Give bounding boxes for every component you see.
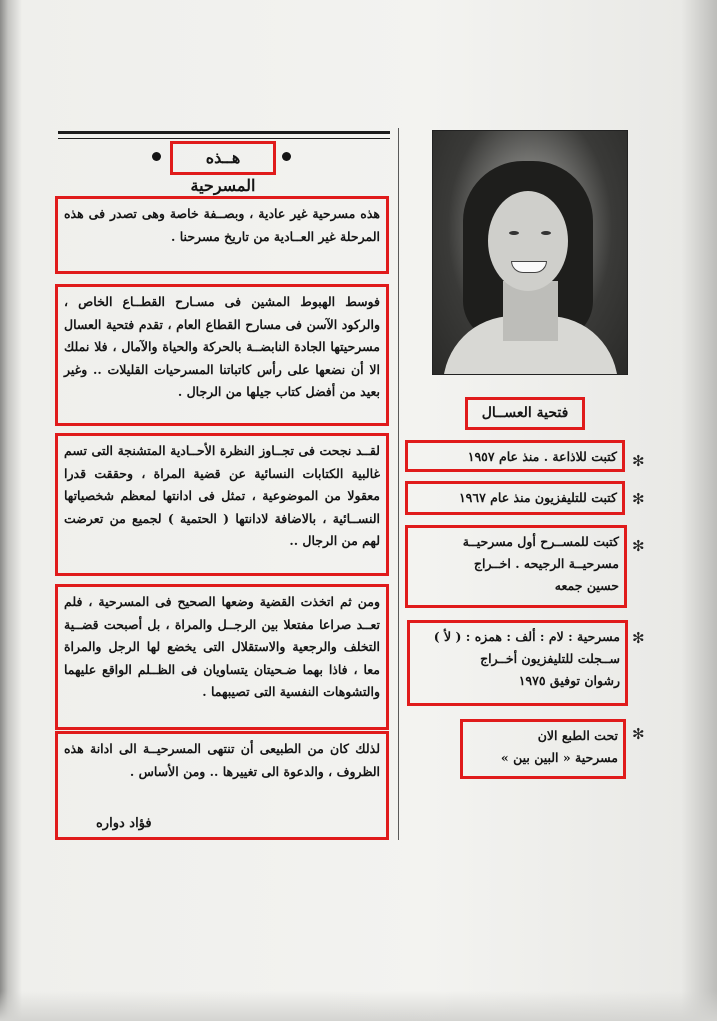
heading-bullet-left: [152, 152, 161, 161]
paragraph-1: هذه مسرحية غير عادية ، وبصــفة خاصة وهى تصدر فى هذه المرحلة غير العــادية من تاريخ مسرحنا .: [55, 196, 389, 274]
fact-4-line-2: ســجلت للتليفزيون أخــراج: [480, 651, 620, 666]
author-portrait-photo: [432, 130, 628, 375]
fact-2: [405, 481, 625, 515]
paragraph-5-text: لذلك كان من الطبيعى أن تنتهى المسرحيــة الى ادانة هذه الظروف ، والدعوة الى تغييرها .. ومن الأساس .: [64, 741, 380, 779]
author-signature: فؤاد دواره: [96, 816, 152, 831]
fact-2-line-1: كتبت للتليفزيون منذ عام ١٩٦٧: [458, 490, 617, 505]
fact-1-line-1: كتبت للاذاعة . منذ عام ١٩٥٧: [467, 449, 617, 464]
fact-5: [460, 719, 626, 779]
fact-5-line-1: تحت الطبع الان: [537, 728, 618, 743]
portrait-eye-left: [509, 231, 519, 235]
fact-1: [405, 440, 625, 472]
fact-3-line-2: مسرحيــة الرجيحه . اخــراج: [473, 556, 619, 571]
star-bullet-2: ✻: [632, 490, 645, 508]
fact-3: [405, 525, 627, 608]
fact-4: [407, 620, 628, 706]
fact-3-line-1: كتبت للمســرح أول مسرحيــة: [462, 534, 619, 549]
star-bullet-3: ✻: [632, 537, 645, 555]
star-bullet-5: ✻: [632, 725, 645, 743]
paragraph-4: ومن ثم اتخذت القضية وضعها الصحيح فى المسرحية ، فلم تعــد صراعا مفتعلا بين الرجــل والمراة ، بل أصبحت قضــية التخلف والرجعية والاستقلال التى يخضع لها الرجل والمراة معا ، فاذا بهما ضـحيتان يتساويان فى الظــلم الواقع عليهما والتشوهات النفسية التى تصيبهما .: [55, 584, 389, 730]
paragraph-3: لقــد نجحت فى تجــاوز النظرة الأحــادية المتشنجة التى تسم غالبية الكتابات النسائية عن قضية المراة ، وحققت قدرا معقولا من الموضوعية ، تمثل فى ادانتها لمعظم شخصياتها النســائية ، بالاضافة لادانتها ( الحتمية ) لجميع من تعرضت لهم من الرجال ..: [55, 433, 389, 576]
portrait-face: [488, 191, 568, 291]
star-bullet-1: ✻: [632, 452, 645, 470]
fact-4-line-3: رشوان توفيق ١٩٧٥: [518, 673, 620, 688]
article-heading: هــذه المسرحية: [170, 141, 276, 175]
paragraph-2: فوسط الهبوط المشين فى مسـارح القطــاع الخاص ، والركود الآسن فى مسارح القطاع العام ، تقدم فتحية العسال مسرحيتها الجادة النابضــة بالحركة والحياة والآمال ، فلا نملك الا أن نضعها على رأس كاتباتنا المسرحيات القليلات .. وغير بعيد من أفضل كتاب جيلها من الرجال .: [55, 284, 389, 426]
column-divider: [398, 128, 399, 840]
portrait-eye-right: [541, 231, 551, 235]
star-bullet-4: ✻: [632, 629, 645, 647]
fact-3-line-3: حسين جمعه: [554, 578, 619, 593]
author-name-caption: فتحية العســال: [465, 397, 585, 430]
page-bottom-shadow: [0, 991, 717, 1021]
fact-5-line-2: مسرحية « البين بين »: [500, 750, 618, 765]
header-rule-thin: [58, 138, 390, 139]
heading-bullet-right: [282, 152, 291, 161]
header-rule: [58, 131, 390, 134]
fact-4-line-1: مسرحية : لام : ألف : همزه : ( لأ ): [433, 629, 620, 644]
